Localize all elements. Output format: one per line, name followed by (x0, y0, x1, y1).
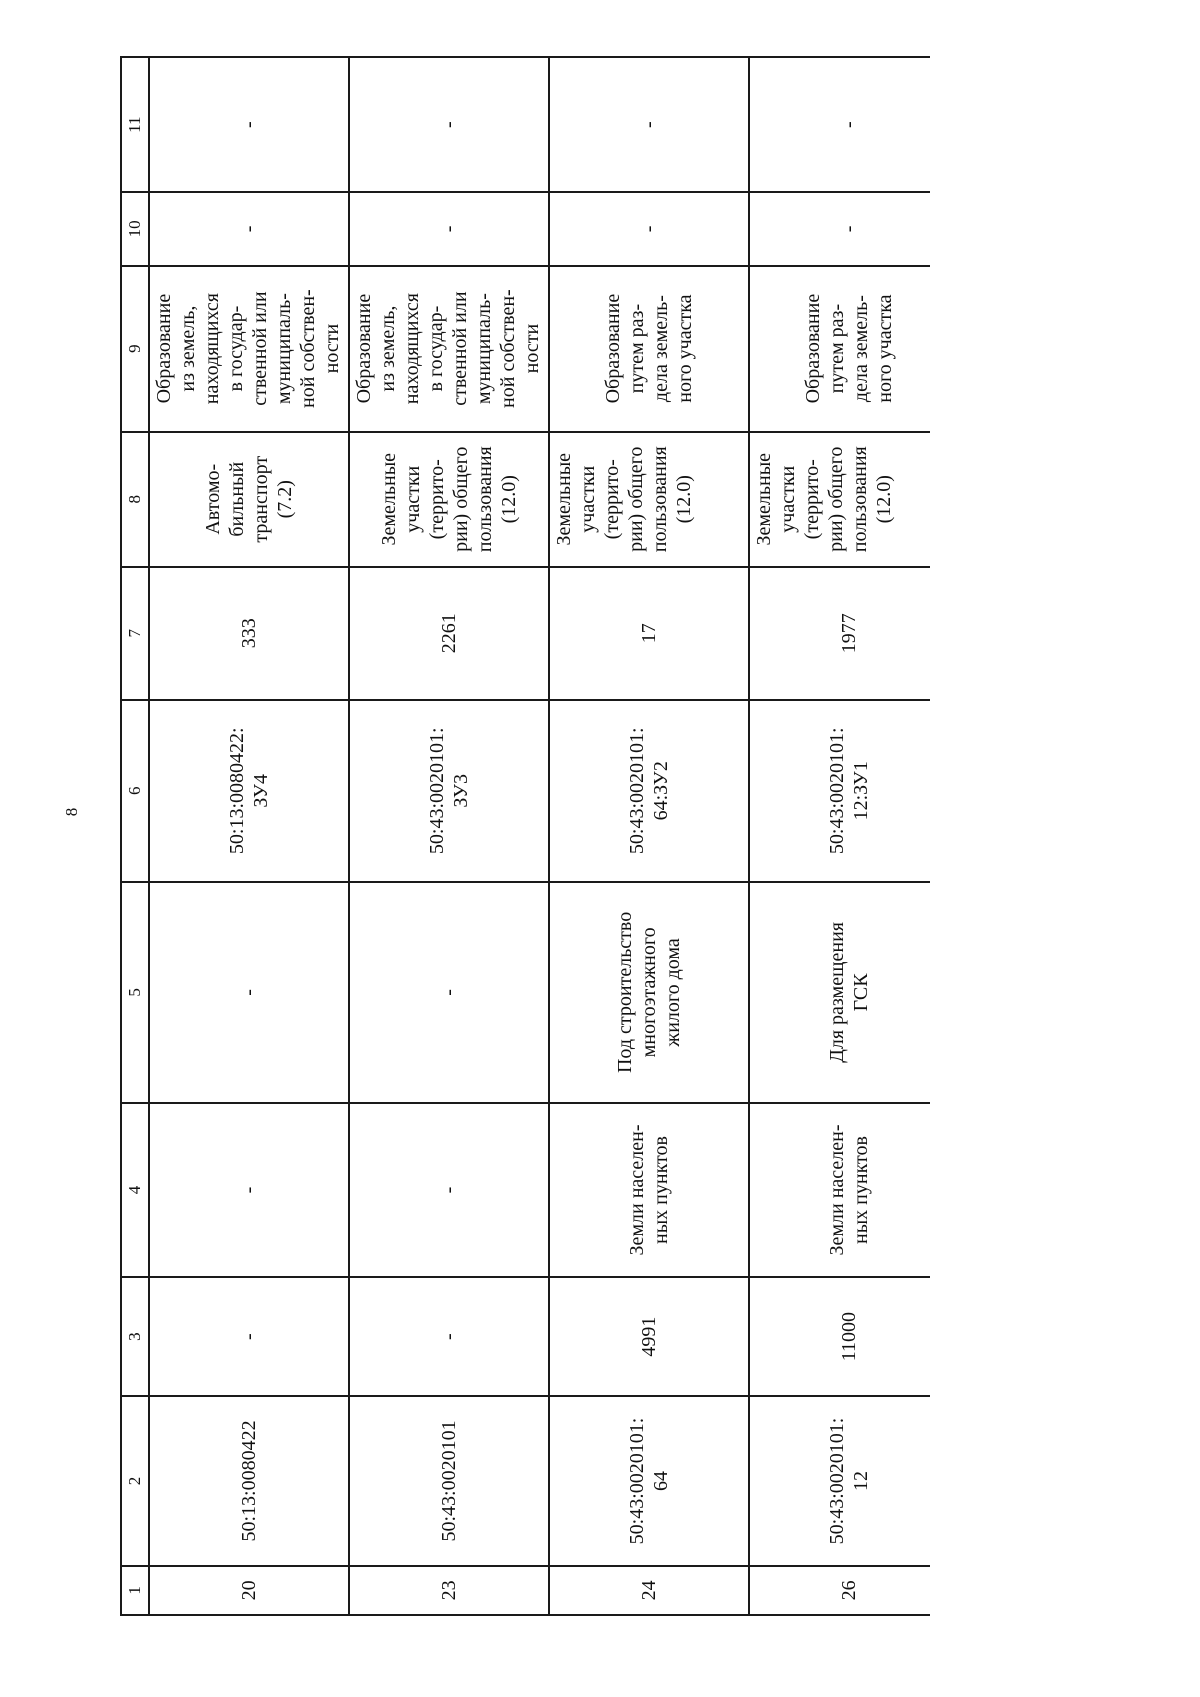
row-number-cell: 20 (149, 1566, 349, 1615)
header-cell: 7 (121, 567, 149, 700)
col10-cell: - (549, 192, 749, 265)
col11-cell: - (349, 57, 549, 192)
col10-cell: - (149, 192, 349, 265)
table-row (149, 57, 349, 1615)
permitted-use-cell: Под строительство многоэтажного жилого дома (549, 882, 749, 1103)
header-cell: 8 (121, 432, 149, 567)
land-category-cell: Земли населен- ных пунктов (549, 1103, 749, 1277)
header-cell: 9 (121, 266, 149, 432)
col11-cell: - (549, 57, 749, 192)
col10-cell: - (349, 192, 549, 265)
plot-designation-cell: 50:43:0020101: 12:ЗУ1 (749, 700, 930, 882)
cadastral-quarter-cell: 50:13:0080422 (149, 1396, 349, 1566)
header-cell: 1 (121, 1566, 149, 1615)
header-cell: 11 (121, 57, 149, 192)
table-row (349, 57, 549, 1615)
cadastral-quarter-cell: 50:43:0020101: 12 (749, 1396, 930, 1566)
formation-method-cell: Образование путем раз- дела земель- ного участка (549, 266, 749, 432)
use-type-cell: Земельные участки (террито- рии) общего пользования (12.0) (549, 432, 749, 567)
land-category-cell: Земли населен- ных пунктов (749, 1103, 930, 1277)
header-row (121, 57, 149, 1615)
header-cell: 5 (121, 882, 149, 1103)
plot-designation-cell: 50:13:0080422: ЗУ4 (149, 700, 349, 882)
col10-cell: - (749, 192, 930, 265)
permitted-use-cell: - (149, 882, 349, 1103)
header-cell: 6 (121, 700, 149, 882)
use-type-cell: Земельные участки (террито- рии) общего пользования (12.0) (749, 432, 930, 567)
col11-cell: - (749, 57, 930, 192)
page-number: 8 (62, 807, 81, 817)
header-cell: 2 (121, 1396, 149, 1566)
area-cell: - (149, 1277, 349, 1396)
header-cell: 10 (121, 192, 149, 265)
use-type-cell: Автомо- бильный транспорт (7.2) (149, 432, 349, 567)
row-number-cell: 26 (749, 1566, 930, 1615)
table-row (749, 57, 930, 1615)
row-number-cell: 23 (349, 1566, 549, 1615)
plot-area-cell: 1977 (749, 567, 930, 700)
plot-designation-cell: 50:43:0020101: ЗУ3 (349, 700, 549, 882)
area-cell: 11000 (749, 1277, 930, 1396)
plot-area-cell: 17 (549, 567, 749, 700)
area-cell: 4991 (549, 1277, 749, 1396)
header-cell: 3 (121, 1277, 149, 1396)
table-row (549, 57, 749, 1615)
area-cell: - (349, 1277, 549, 1396)
formation-method-cell: Образование из земель, находящихся в государ- ственной или муниципаль- ной собствен- ности (349, 266, 549, 432)
land-category-cell: - (349, 1103, 549, 1277)
use-type-cell: Земельные участки (террито- рии) общего пользования (12.0) (349, 432, 549, 567)
plot-designation-cell: 50:43:0020101: 64:ЗУ2 (549, 700, 749, 882)
col11-cell: - (149, 57, 349, 192)
land-category-cell: - (149, 1103, 349, 1277)
permitted-use-cell: - (349, 882, 549, 1103)
permitted-use-cell: Для размещения ГСК (749, 882, 930, 1103)
plot-area-cell: 333 (149, 567, 349, 700)
land-plots-table (120, 56, 930, 1616)
header-cell: 4 (121, 1103, 149, 1277)
rotated-table-container (120, 56, 930, 1616)
row-number-cell: 24 (549, 1566, 749, 1615)
plot-area-cell: 2261 (349, 567, 549, 700)
formation-method-cell: Образование путем раз- дела земель- ного участка (749, 266, 930, 432)
rotated-table-frame (120, 56, 930, 1616)
cadastral-quarter-cell: 50:43:0020101 (349, 1396, 549, 1566)
formation-method-cell: Образование из земель, находящихся в государ- ственной или муниципаль- ной собствен- ности (149, 266, 349, 432)
cadastral-quarter-cell: 50:43:0020101: 64 (549, 1396, 749, 1566)
